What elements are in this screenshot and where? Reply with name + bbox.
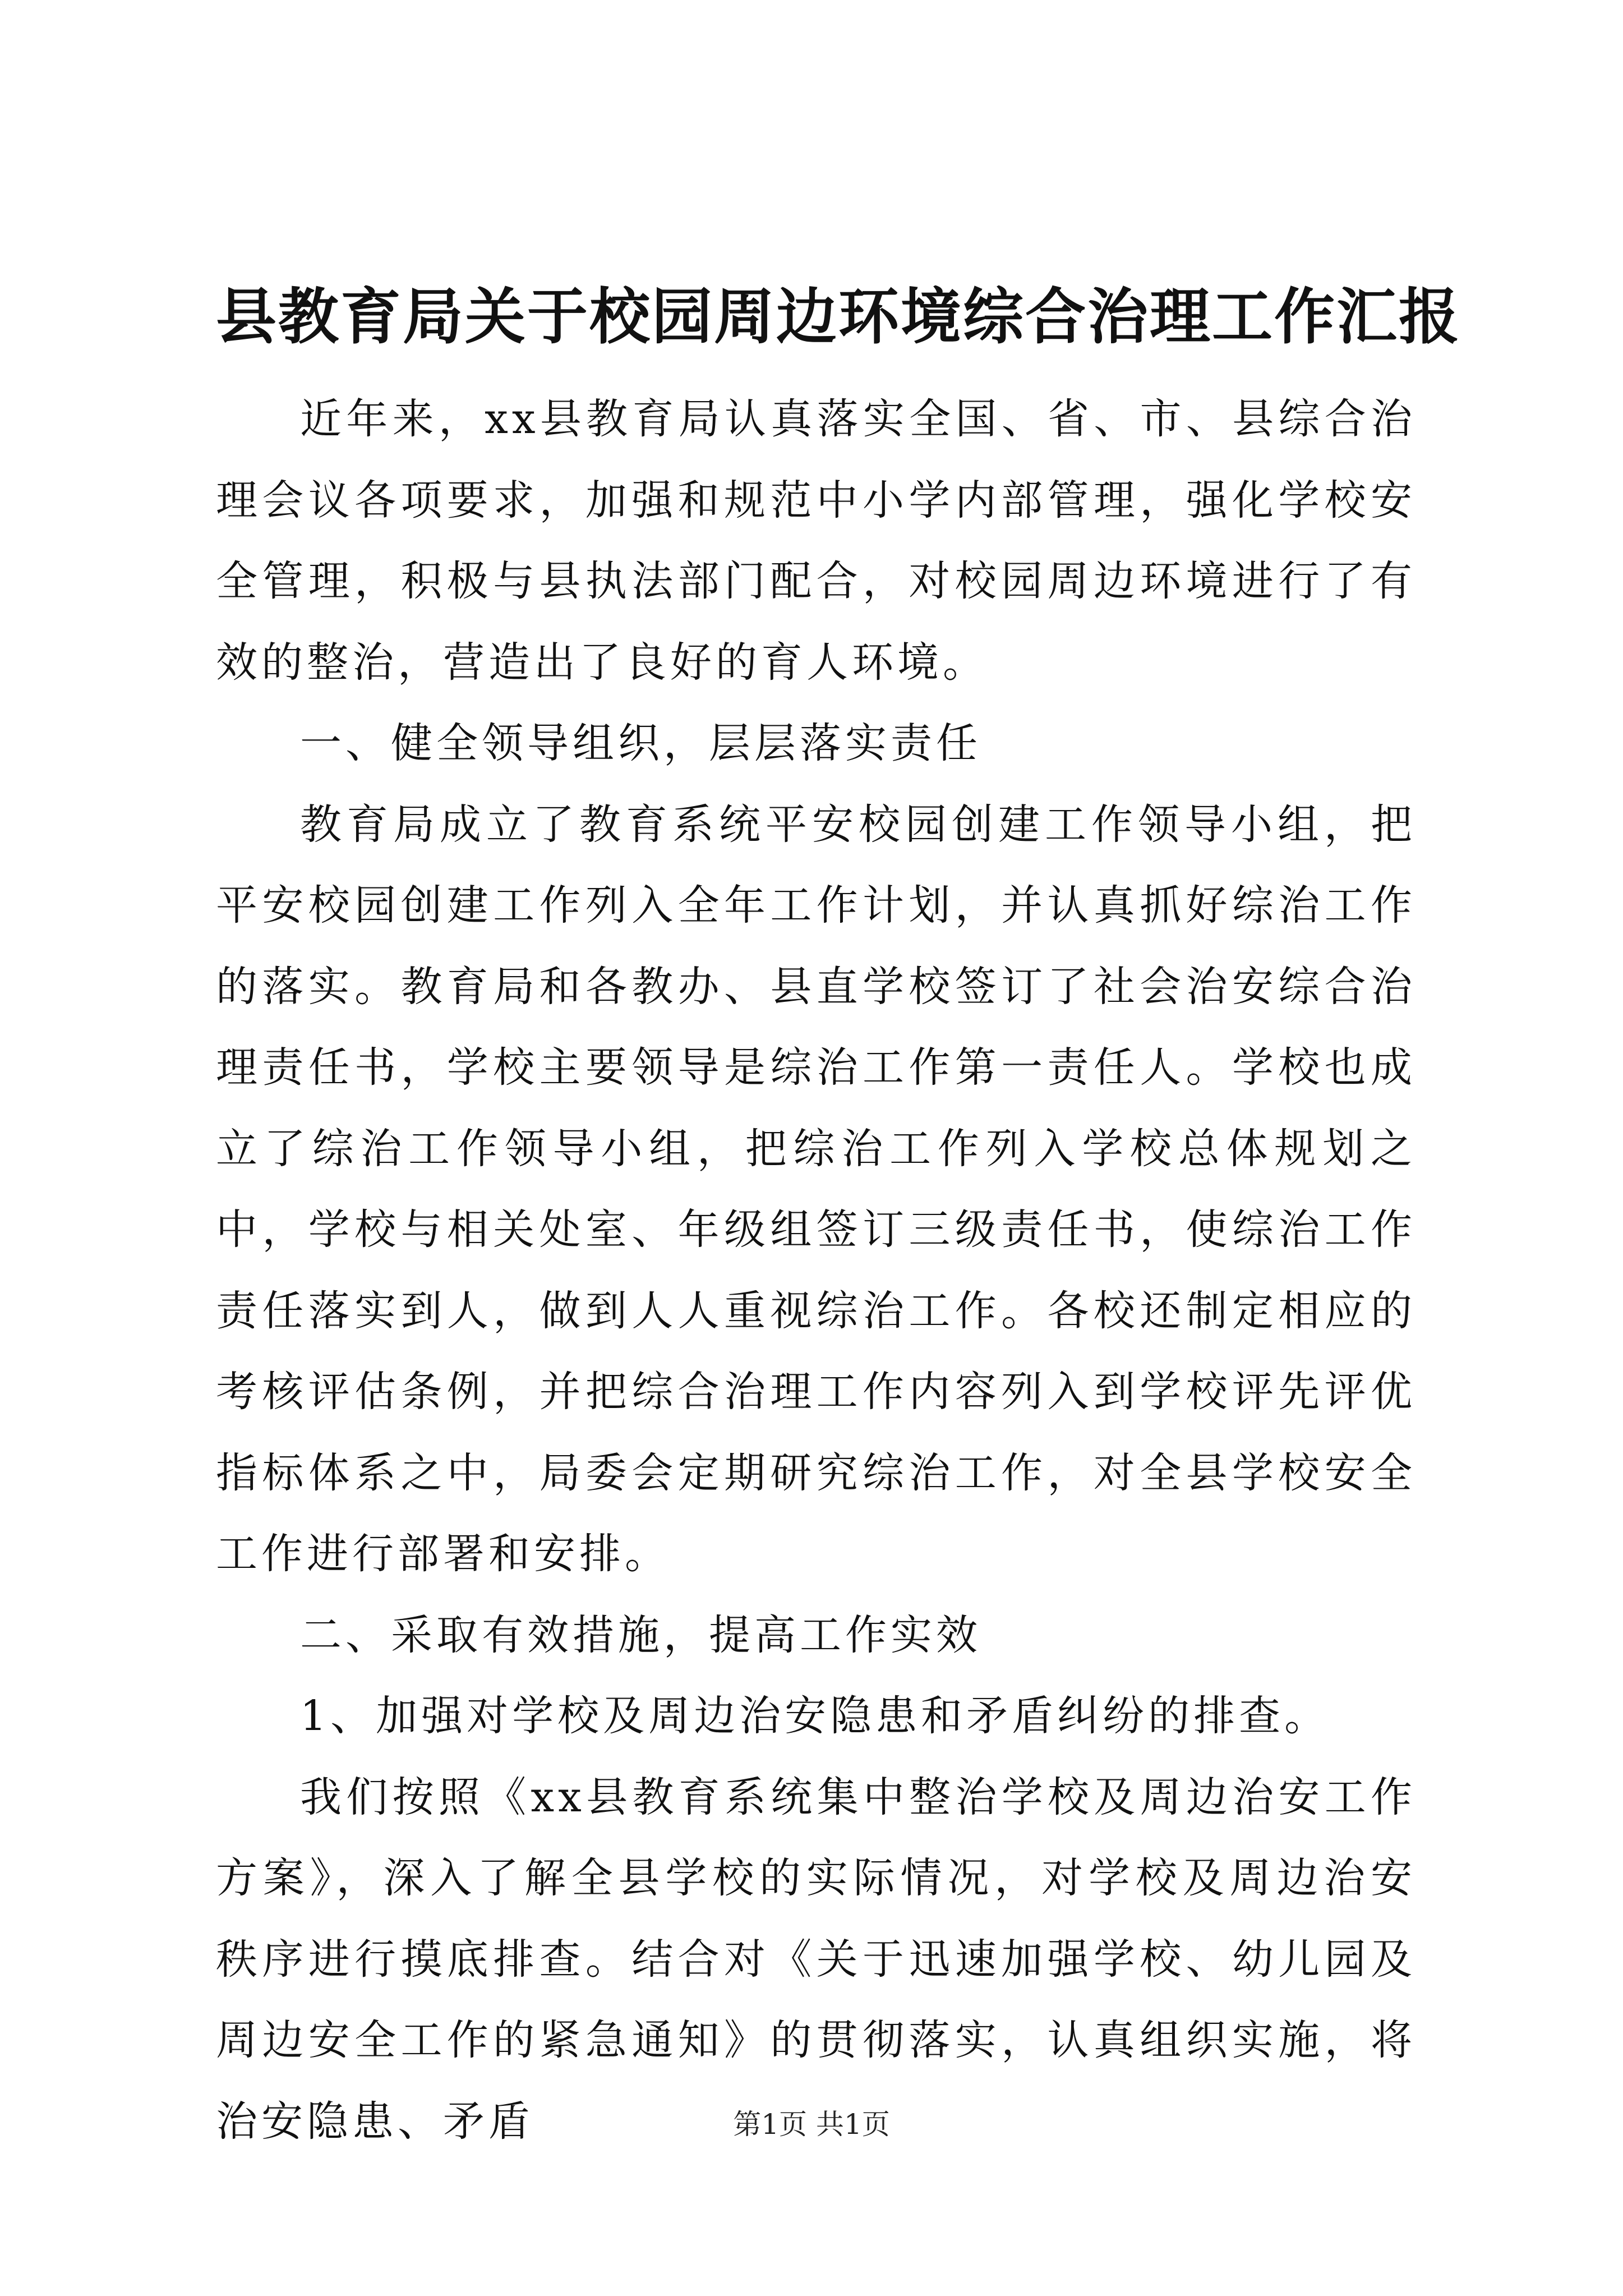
section-heading-2: 二、采取有效措施，提高工作实效: [300, 1611, 981, 1659]
page-number-label: 第1页 共1页: [733, 2108, 890, 2141]
paragraph-section-1: 教育局成立了教育系统平安校园创建工作领导小组，把平安校园创建工作列入全年工作计划，并认真抓好综治工作的落实。教育局和各教办、县直学校签订了社会治安综合治理责任书，学校主要领导是综治工作第一责任人。学校也成立了综治工作领导小组，把综治工作列入学校总体规划之中，学校与相关处室、年级组签订三级责任书，使综治工作责任落实到人，做到人人重视综治工作。各校还制定相应的考核评估条例，并把综合治理工作内容列入到学校评先评优指标体系之中，局委会定期研究综治工作，对全县学校安全工作进行部署和安排。: [216, 800, 1416, 1578]
document-body: [216, 379, 1416, 2162]
paragraph-subsection-1: 我们按照《xx县教育系统集中整治学校及周边治安工作方案》，深入了解全县学校的实际情况，对学校及周边治安秩序进行摸底排查。结合对《关于迅速加强学校、幼儿园及周边安全工作的紧急通知》的贯彻落实，认真组织实施，将治安隐患、矛盾: [216, 1773, 1416, 2146]
section-heading-1: 一、健全领导组织，层层落实责任: [300, 719, 981, 767]
page-footer: [0, 2105, 1623, 2144]
document-title: 县教育局关于校园周边环境综合治理工作汇报: [216, 282, 1461, 352]
subsection-heading-1: 1、加强对学校及周边治安隐患和矛盾纠纷的排查。: [300, 1692, 1330, 1740]
paragraph-intro: 近年来，xx县教育局认真落实全国、省、市、县综合治理会议各项要求，加强和规范中小学内部管理，强化学校安全管理，积极与县执法部门配合，对校园周边环境进行了有效的整治，营造出了良好的育人环境。: [216, 395, 1416, 687]
